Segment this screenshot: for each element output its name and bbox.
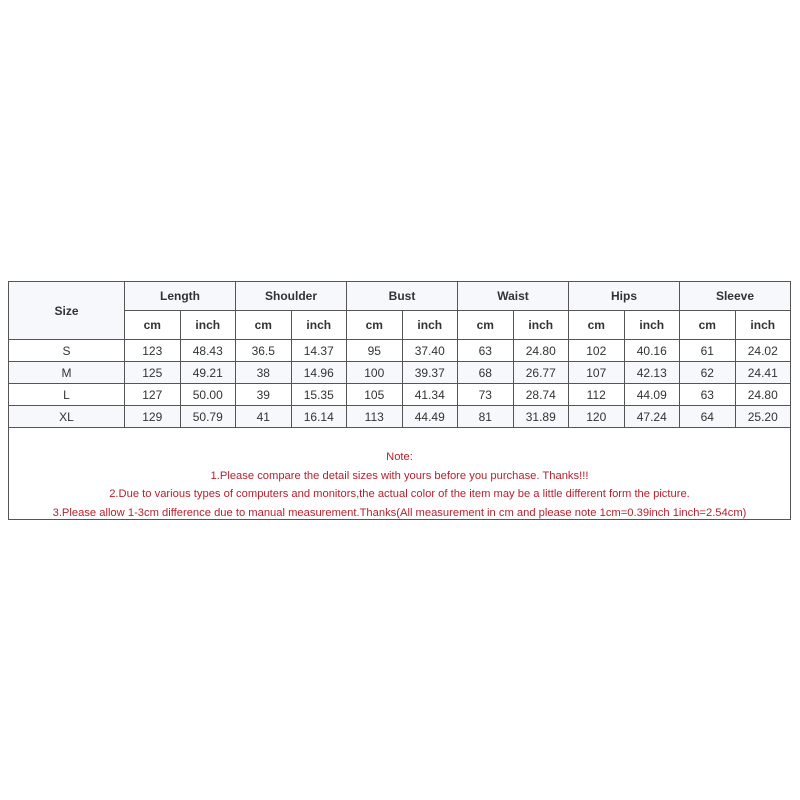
table-cell: 62 bbox=[680, 362, 736, 384]
table-row bbox=[9, 362, 791, 384]
table-cell: 68 bbox=[458, 362, 514, 384]
table-cell: 16.14 bbox=[291, 406, 347, 428]
table-cell: 63 bbox=[680, 384, 736, 406]
table-cell: 112 bbox=[569, 384, 625, 406]
unit-cm-header: cm bbox=[125, 311, 181, 340]
table-cell: 107 bbox=[569, 362, 625, 384]
table-cell: 39 bbox=[236, 384, 292, 406]
table-cell: 129 bbox=[125, 406, 181, 428]
table-cell: 24.41 bbox=[735, 362, 791, 384]
table-cell: 63 bbox=[458, 340, 514, 362]
unit-inch-header: inch bbox=[291, 311, 347, 340]
table-cell: 49.21 bbox=[180, 362, 236, 384]
table-cell: 31.89 bbox=[513, 406, 569, 428]
table-cell: 50.79 bbox=[180, 406, 236, 428]
table-cell: 41 bbox=[236, 406, 292, 428]
table-cell: 39.37 bbox=[402, 362, 458, 384]
bust-header: Bust bbox=[347, 282, 458, 311]
table-cell: 24.02 bbox=[735, 340, 791, 362]
size-cell: S bbox=[9, 340, 125, 362]
table-cell: 14.96 bbox=[291, 362, 347, 384]
unit-inch-header: inch bbox=[513, 311, 569, 340]
table-cell: 73 bbox=[458, 384, 514, 406]
table-cell: 24.80 bbox=[513, 340, 569, 362]
note-line-2: 2.Due to various types of computers and monitors,the actual color of the item may be a little different form the picture. bbox=[109, 488, 690, 500]
table-cell: 36.5 bbox=[236, 340, 292, 362]
unit-inch-header: inch bbox=[402, 311, 458, 340]
table-cell: 37.40 bbox=[402, 340, 458, 362]
table-cell: 26.77 bbox=[513, 362, 569, 384]
unit-cm-header: cm bbox=[569, 311, 625, 340]
unit-header-row bbox=[9, 311, 791, 340]
table-cell: 113 bbox=[347, 406, 403, 428]
size-header: Size bbox=[9, 282, 125, 340]
table-row bbox=[9, 384, 791, 406]
group-header-row bbox=[9, 282, 791, 311]
notes-box bbox=[8, 428, 791, 520]
table-cell: 50.00 bbox=[180, 384, 236, 406]
shoulder-header: Shoulder bbox=[236, 282, 347, 311]
table-cell: 38 bbox=[236, 362, 292, 384]
table-cell: 95 bbox=[347, 340, 403, 362]
size-cell: M bbox=[9, 362, 125, 384]
table-cell: 120 bbox=[569, 406, 625, 428]
unit-cm-header: cm bbox=[347, 311, 403, 340]
table-cell: 44.09 bbox=[624, 384, 680, 406]
note-line-1: 1.Please compare the detail sizes with yours before you purchase. Thanks!!! bbox=[210, 469, 589, 482]
table-cell: 105 bbox=[347, 384, 403, 406]
waist-header: Waist bbox=[458, 282, 569, 311]
note-line-3: 3.Please allow 1-3cm difference due to manual measurement.Thanks(All measurement in cm and please note 1cm=0.39inch 1inch=2.54cm) bbox=[52, 506, 747, 519]
size-table bbox=[8, 281, 791, 428]
table-cell: 40.16 bbox=[624, 340, 680, 362]
table-cell: 25.20 bbox=[735, 406, 791, 428]
unit-inch-header: inch bbox=[624, 311, 680, 340]
length-header: Length bbox=[125, 282, 236, 311]
size-cell: L bbox=[9, 384, 125, 406]
unit-inch-header: inch bbox=[735, 311, 791, 340]
table-cell: 100 bbox=[347, 362, 403, 384]
table-row bbox=[9, 340, 791, 362]
table-cell: 44.49 bbox=[402, 406, 458, 428]
table-cell: 47.24 bbox=[624, 406, 680, 428]
note-title: Note: bbox=[386, 451, 413, 463]
size-chart bbox=[8, 281, 791, 520]
unit-cm-header: cm bbox=[680, 311, 736, 340]
table-row bbox=[9, 406, 791, 428]
table-cell: 61 bbox=[680, 340, 736, 362]
unit-inch-header: inch bbox=[180, 311, 236, 340]
table-cell: 64 bbox=[680, 406, 736, 428]
table-cell: 102 bbox=[569, 340, 625, 362]
table-cell: 41.34 bbox=[402, 384, 458, 406]
sleeve-header: Sleeve bbox=[680, 282, 791, 311]
unit-cm-header: cm bbox=[458, 311, 514, 340]
unit-cm-header: cm bbox=[236, 311, 292, 340]
table-cell: 81 bbox=[458, 406, 514, 428]
table-cell: 48.43 bbox=[180, 340, 236, 362]
table-cell: 125 bbox=[125, 362, 181, 384]
size-cell: XL bbox=[9, 406, 125, 428]
table-cell: 28.74 bbox=[513, 384, 569, 406]
table-cell: 15.35 bbox=[291, 384, 347, 406]
table-cell: 14.37 bbox=[291, 340, 347, 362]
table-cell: 127 bbox=[125, 384, 181, 406]
hips-header: Hips bbox=[569, 282, 680, 311]
table-cell: 24.80 bbox=[735, 384, 791, 406]
table-cell: 123 bbox=[125, 340, 181, 362]
table-cell: 42.13 bbox=[624, 362, 680, 384]
